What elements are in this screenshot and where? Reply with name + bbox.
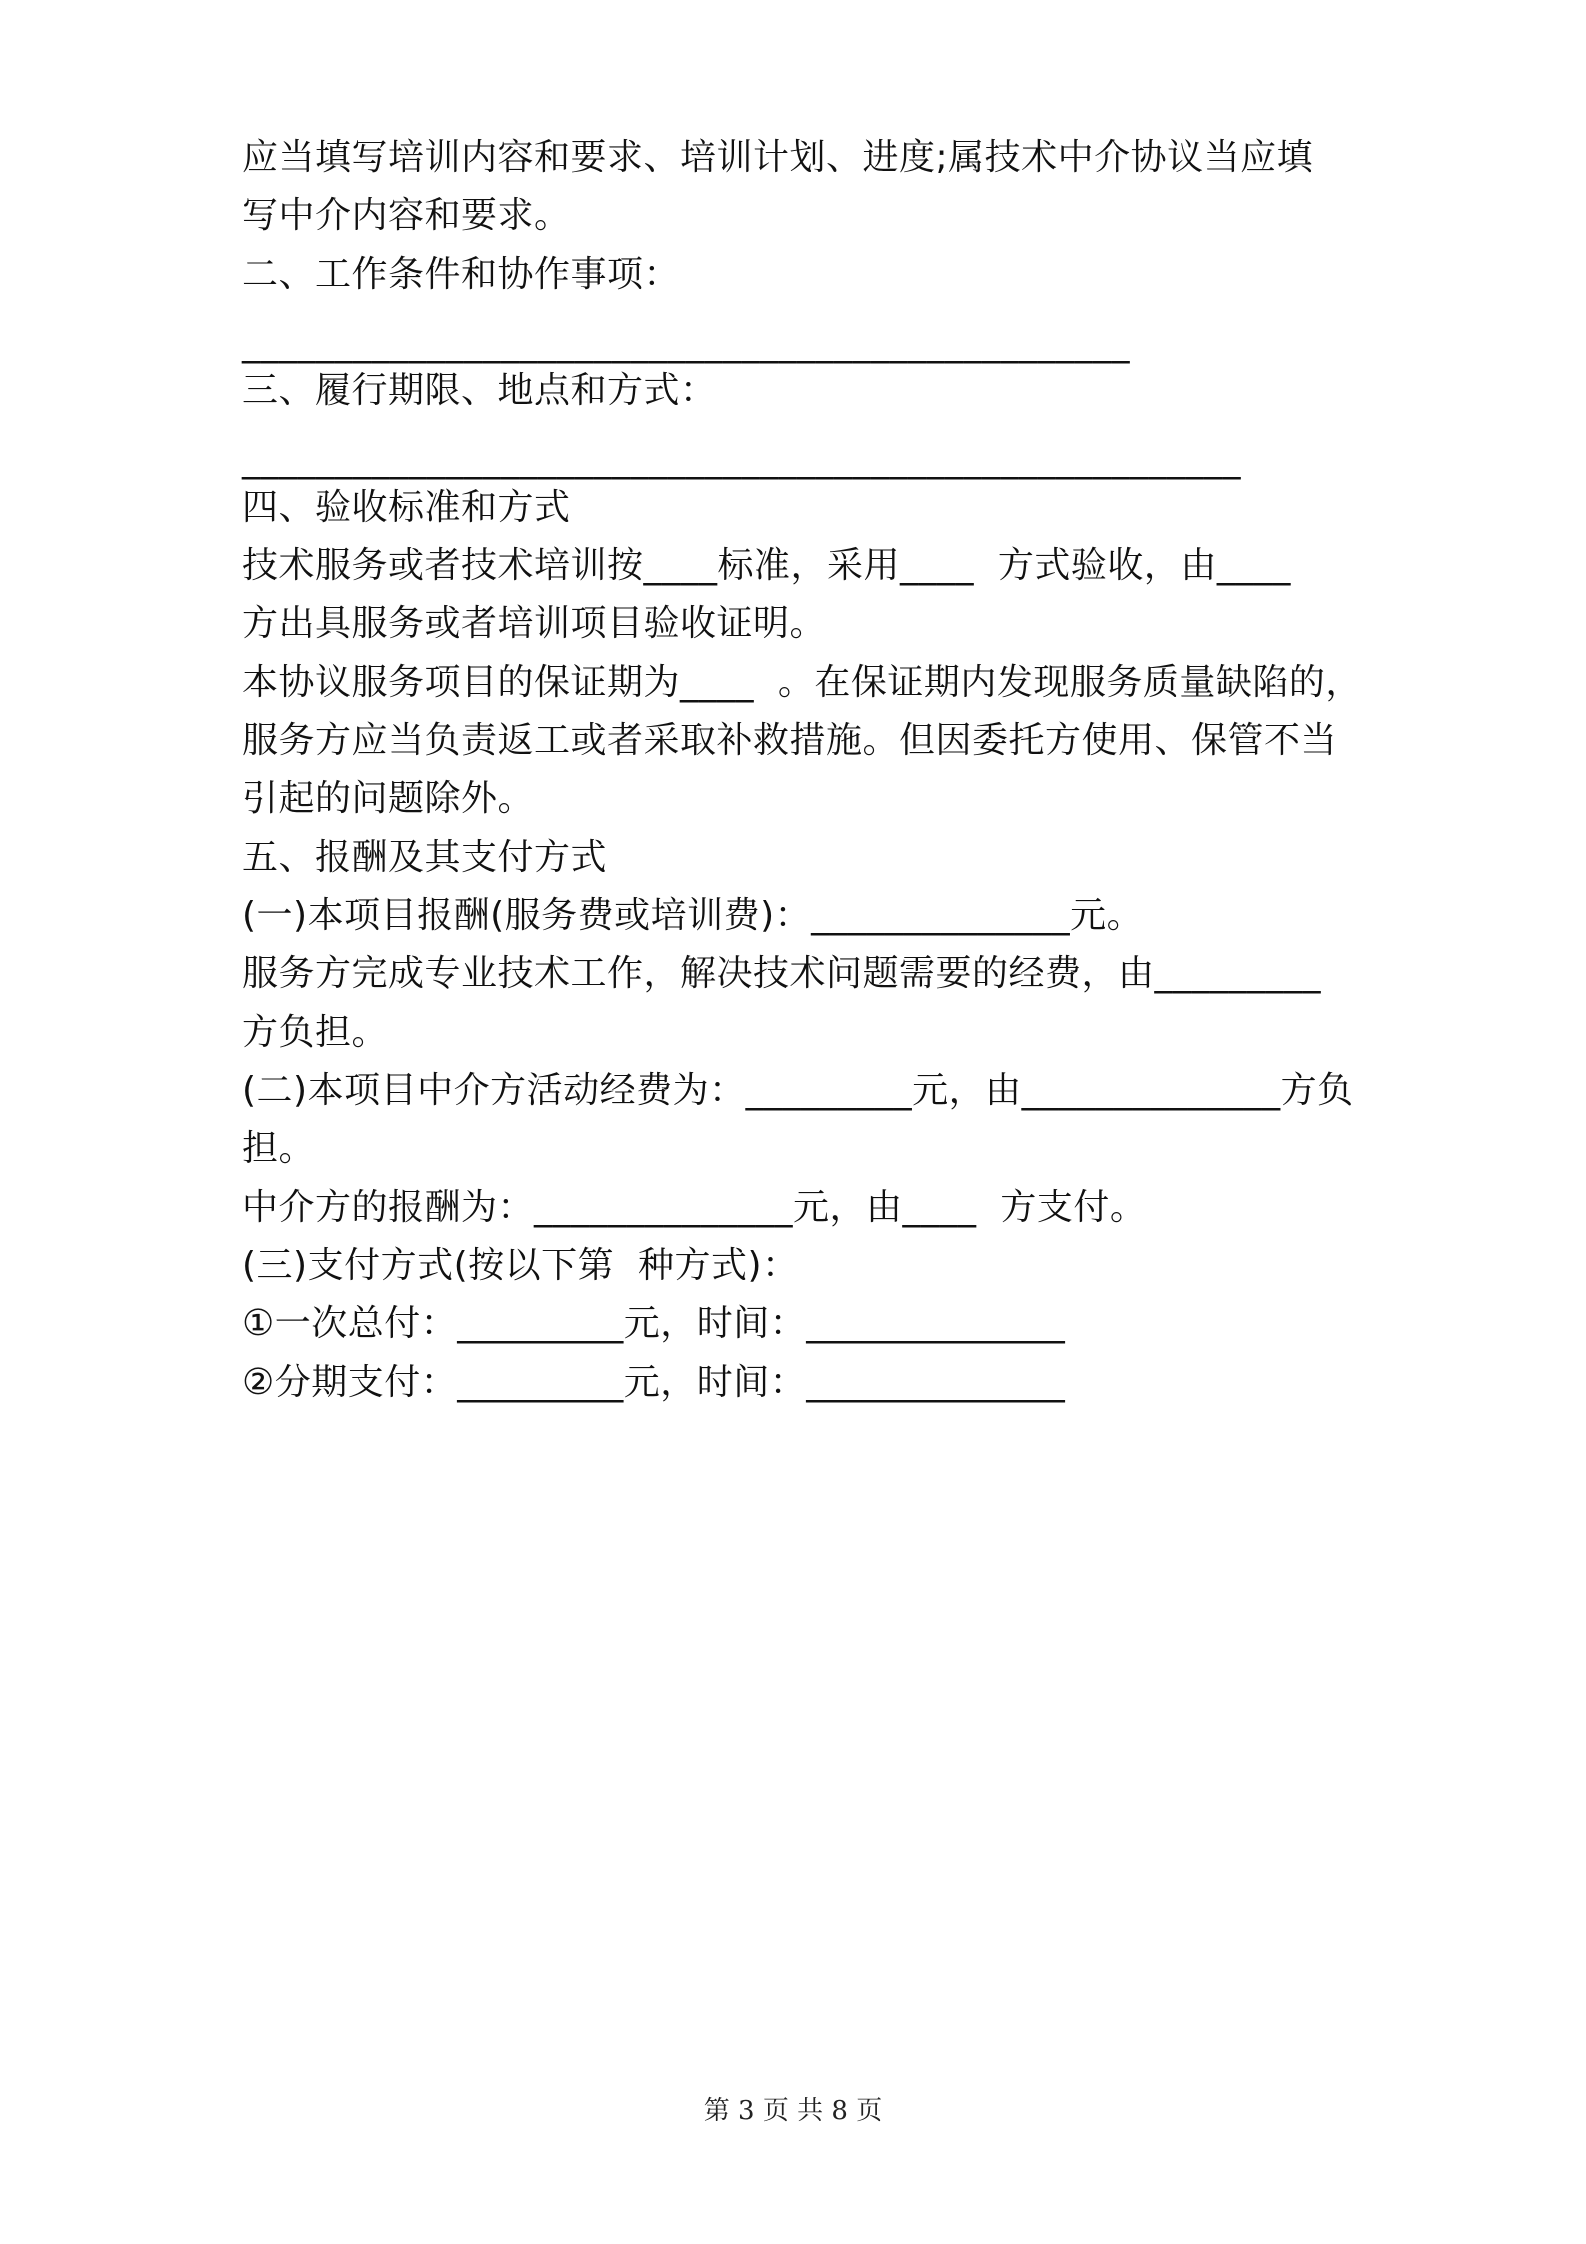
text-line: 方出具服务或者培训项目验收证明。 — [242, 603, 827, 644]
section-heading: 五、报酬及其支付方式 — [242, 837, 608, 878]
text-line: 写中介内容和要求。 — [242, 195, 571, 236]
text-line: (三)支付方式(按以下第 种方式)： — [242, 1245, 799, 1286]
text-line: 应当填写培训内容和要求、培训计划、进度;属技术中介协议当应填 — [242, 137, 1314, 178]
text-line: 引起的问题除外。 — [242, 778, 535, 819]
text-line: (一)本项目报酬(服务费或培训费)：______________元。 — [242, 895, 1144, 936]
text-line: (二)本项目中介方活动经费为：_________元，由______________方负 — [242, 1070, 1354, 1111]
text-line: 方负担。 — [242, 1012, 389, 1053]
text-line: ①一次总付：_________元，时间：______________ — [242, 1303, 1066, 1344]
text-line: ②分期支付：_________元，时间：______________ — [242, 1362, 1066, 1403]
text-line: 担。 — [242, 1128, 316, 1169]
section-heading: 三、履行期限、地点和方式： — [242, 370, 717, 411]
blank-line: ______________________________________________________ — [242, 439, 1241, 480]
text-line: 本协议服务项目的保证期为____ 。在保证期内发现服务质量缺陷的， — [242, 662, 1362, 703]
text-line: 服务方完成专业技术工作，解决技术问题需要的经费，由_________ — [242, 953, 1322, 994]
section-heading: 二、工作条件和协作事项： — [242, 254, 681, 295]
section-heading: 四、验收标准和方式 — [242, 487, 571, 528]
text-line: 中介方的报酬为：______________元，由____ 方支付。 — [242, 1187, 1147, 1228]
page-number-footer: 第 3 页 共 8 页 — [703, 2096, 883, 2126]
text-line: 服务方应当负责返工或者采取补救措施。但因委托方使用、保管不当 — [242, 720, 1338, 761]
text-line: 技术服务或者技术培训按____标准，采用____ 方式验收，由____ — [242, 545, 1291, 586]
blank-line: ________________________________________________ — [242, 323, 1130, 364]
